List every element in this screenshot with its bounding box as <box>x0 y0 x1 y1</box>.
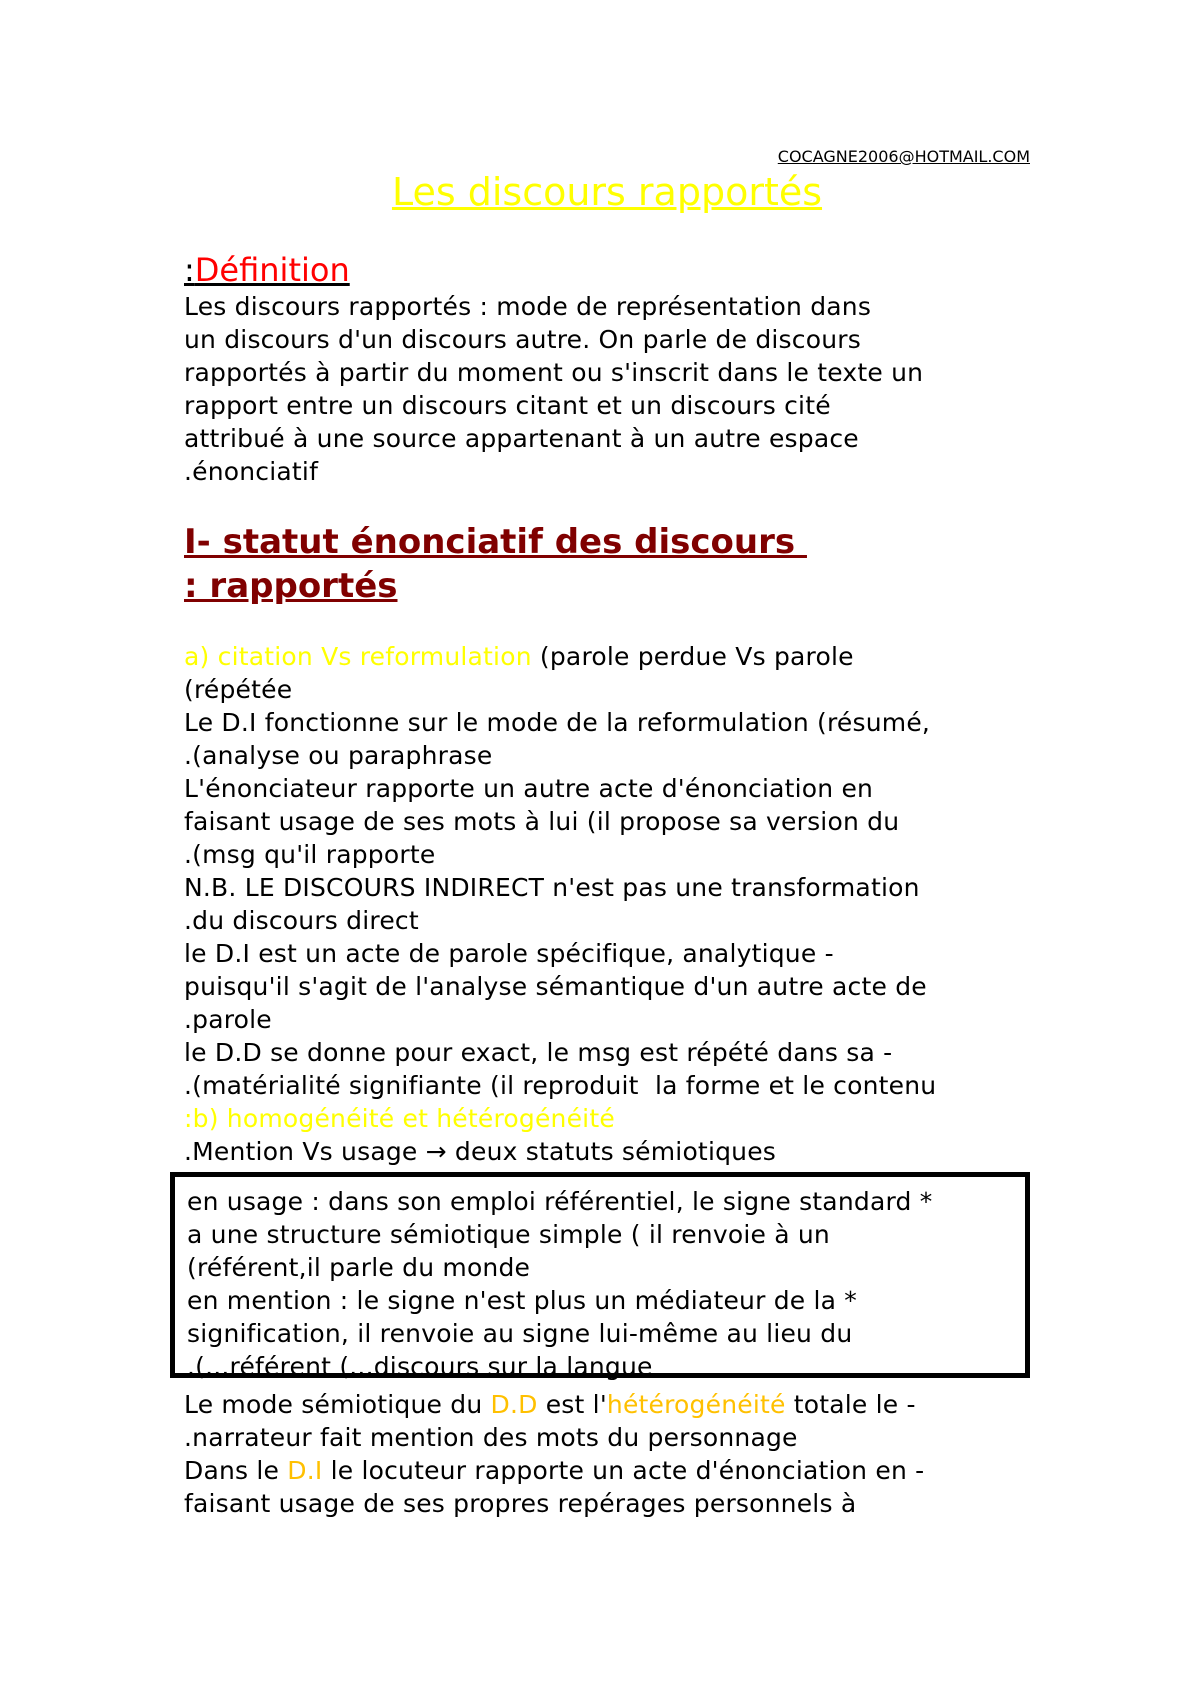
section-heading-line: : rapportés <box>184 566 398 606</box>
box-line: (référent,il parle du monde <box>187 1253 531 1282</box>
body-line <box>184 1388 924 1421</box>
part-b-label: :b) homogénéité et hétérogénéité <box>184 1104 615 1133</box>
body-line: .narrateur fait mention des mots du personnage <box>184 1423 798 1452</box>
mention-line: .Mention Vs usage → deux statuts sémiotiques <box>184 1137 777 1166</box>
definition-line: attribué à une source appartenant à un autre espace <box>184 424 859 453</box>
body-line: Le D.I fonctionne sur le mode de la reformulation (résumé, <box>184 708 931 737</box>
heterogeneite-highlight: hétérogénéité <box>606 1390 786 1419</box>
definition-box <box>170 1172 1030 1381</box>
part-a-label-rest: (parole perdue Vs parole <box>531 642 854 671</box>
body-line: .(analyse ou paraphrase <box>184 741 493 770</box>
dd-highlight: D.D <box>490 1390 538 1419</box>
body-line: faisant usage de ses mots à lui (il propose sa version du <box>184 807 900 836</box>
definition-line: rapport entre un discours citant et un discours cité <box>184 391 831 420</box>
part-a-heading-line <box>184 640 936 673</box>
section-body <box>184 640 936 1168</box>
definition-line: rapportés à partir du moment ou s'inscrit dans le texte un <box>184 358 924 387</box>
text-fragment: Dans le <box>184 1456 288 1485</box>
definition-paragraph <box>184 290 923 488</box>
text-fragment: le locuteur rapporte un acte d'énonciation en - <box>322 1456 925 1485</box>
page-title: Les discours rapportés <box>391 170 823 214</box>
body-line: N.B. LE DISCOURS INDIRECT n'est pas une transformation <box>184 873 920 902</box>
body-line: .(msg qu'il rapporte <box>184 840 436 869</box>
box-line: en usage : dans son emploi référentiel, le signe standard * <box>187 1187 933 1216</box>
text-fragment: est l' <box>537 1390 607 1419</box>
box-line: a une structure sémiotique simple ( il renvoie à un <box>187 1220 830 1249</box>
body-line <box>184 1454 924 1487</box>
text-fragment: Le mode sémiotique du <box>184 1390 491 1419</box>
body-line: .(matérialité signifiante (il reproduit la forme et le contenu <box>184 1071 937 1100</box>
section-heading <box>184 520 807 608</box>
body-line: .parole <box>184 1005 272 1034</box>
definition-heading <box>184 250 350 290</box>
body-line: .du discours direct <box>184 906 419 935</box>
definition-colon: : <box>184 251 195 289</box>
body-line: le D.I est un acte de parole spécifique, analytique - <box>184 939 834 968</box>
body-line: (répétée <box>184 675 293 704</box>
after-box-paragraph <box>184 1388 924 1520</box>
definition-line: Les discours rapportés : mode de représentation dans <box>184 292 872 321</box>
body-line: puisqu'il s'agit de l'analyse sémantique d'un autre acte de <box>184 972 927 1001</box>
part-a-label: a) citation Vs reformulation <box>184 642 532 671</box>
box-line: signification, il renvoie au signe lui-même au lieu du <box>187 1319 853 1348</box>
definition-heading-text: Définition <box>194 251 350 289</box>
body-line: le D.D se donne pour exact, le msg est répété dans sa - <box>184 1038 893 1067</box>
body-line: L'énonciateur rapporte un autre acte d'énonciation en <box>184 774 874 803</box>
box-line: .(...référent (...discours sur la langue <box>187 1352 653 1381</box>
text-fragment: totale le - <box>785 1390 916 1419</box>
section-heading-line: I- statut énonciatif des discours <box>184 522 807 562</box>
definition-line: un discours d'un discours autre. On parle de discours <box>184 325 861 354</box>
box-line: en mention : le signe n'est plus un médiateur de la * <box>187 1286 858 1315</box>
body-line: faisant usage de ses propres repérages personnels à <box>184 1489 857 1518</box>
email-link[interactable]: COCAGNE2006@HOTMAIL.COM <box>777 147 1030 166</box>
definition-line: .énonciatif <box>184 457 319 486</box>
di-highlight: D.I <box>287 1456 323 1485</box>
